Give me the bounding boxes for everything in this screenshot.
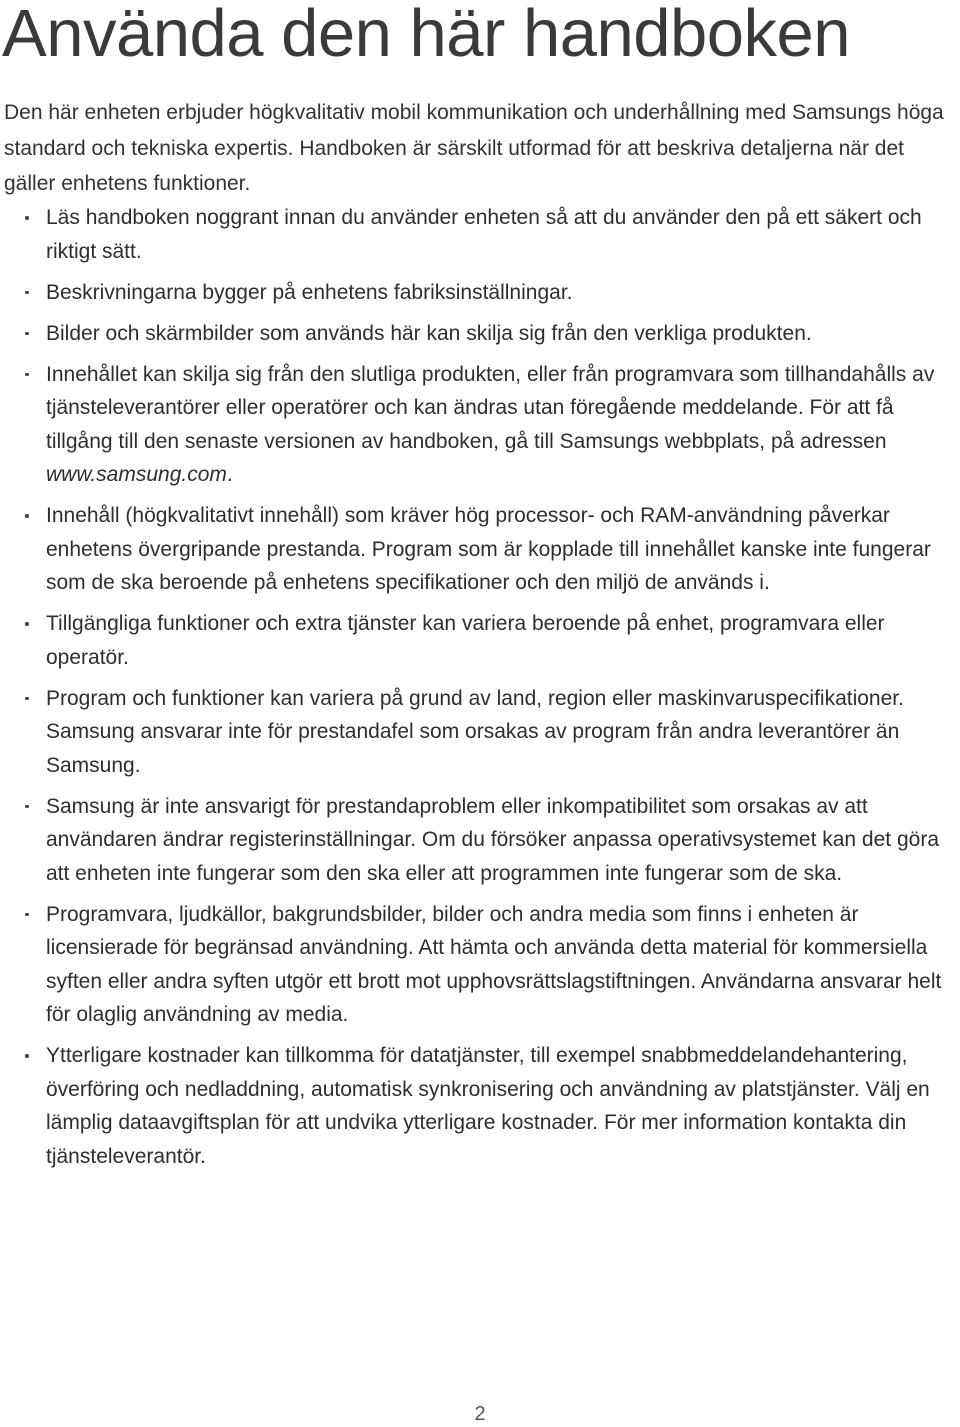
list-item-text: Läs handboken noggrant innan du använder enheten så att du använder den på ett säkert och riktigt sätt.: [46, 206, 922, 263]
list-item-text: Program och funktioner kan variera på grund av land, region eller maskinvaruspecifikationer. Samsung ansvarar inte för prestandafel som orsakas av program från andra leverantörer än Samsung.: [46, 686, 904, 777]
list-item-text: Beskrivningarna bygger på enhetens fabriksinställningar.: [46, 280, 573, 304]
list-item-text: Samsung är inte ansvarigt för prestandaproblem eller inkompatibilitet som orsakas av att användaren ändrar registerinställningar. Om du försöker anpassa operativsystemet kan det göra att enheten inte fungerar som den ska eller att programmen inte fungerar som de ska.: [46, 794, 939, 885]
list-item: [0, 1039, 960, 1173]
list-item: [0, 201, 960, 268]
list-item: [0, 499, 960, 600]
list-item: [0, 607, 960, 674]
intro-paragraph: Den här enheten erbjuder högkvalitativ mobil kommunikation och underhållning med Samsungs höga standard och tekniska expertis. Handboken är särskilt utformad för att beskriva detaljerna när det gäller enhetens funktioner.: [4, 101, 944, 195]
bullet-icon: [25, 1054, 29, 1058]
list-item: [0, 682, 960, 783]
list-item-text: Innehållet kan skilja sig från den slutliga produkten, eller från programvara som tillhandahålls av tjänsteleverantörer eller operatörer och kan ändras utan föregående meddelande. För att få tillgång till den senaste versionen av handboken, gå till Samsungs webbplats, på adressen: [46, 362, 935, 453]
list-item-text: Innehåll (högkvalitativt innehåll) som kräver hög processor- och RAM-användning påverkar enhetens övergripande prestanda. Program som är kopplade till innehållet kanske inte fungerar som de ska beroende på enhetens specifikationer och den miljö de används i.: [46, 504, 931, 594]
bullet-icon: [25, 697, 29, 701]
list-item-text: Programvara, ljudkällor, bakgrundsbilder, bilder och andra media som finns i enheten är licensierade för begränsad användning. Att hämta och använda detta material för kommersiella syften eller andra syften utgör ett brott mot upphovsrättslagstiftningen. Användarna ansvarar helt för olaglig användning av media.: [46, 902, 942, 1026]
bullet-list: [0, 201, 960, 1181]
list-item: [0, 898, 960, 1032]
list-item-text: Bilder och skärmbilder som används här kan skilja sig från den verkliga produkten.: [46, 321, 812, 345]
list-item: [0, 317, 960, 351]
website-suffix: .: [226, 463, 233, 486]
list-item: [0, 790, 960, 891]
list-item: [0, 276, 960, 310]
bullet-icon: [25, 622, 29, 626]
bullet-icon: [25, 805, 29, 809]
list-item-text: Ytterligare kostnader kan tillkomma för datatjänster, till exempel snabbmeddelandehantering, överföring och nedladdning, automatisk synkronisering och användning av platstjänster. Välj en lämplig dataavgiftsplan för att undvika ytterligare kostnader. För mer information kontakta din tjänsteleverantör.: [46, 1044, 930, 1168]
bullet-icon: [25, 216, 29, 220]
page-number: 2: [474, 1403, 486, 1425]
bullet-icon: [25, 291, 29, 295]
bullet-icon: [25, 514, 29, 518]
page-title: Använda den här handboken: [2, 0, 851, 71]
list-item: [0, 358, 960, 492]
website-link[interactable]: www.samsung.com: [46, 463, 227, 486]
bullet-icon: [25, 373, 29, 377]
bullet-icon: [25, 913, 29, 917]
list-item-text: Tillgängliga funktioner och extra tjänster kan variera beroende på enhet, programvara eller operatör.: [46, 612, 885, 669]
bullet-icon: [25, 332, 29, 336]
